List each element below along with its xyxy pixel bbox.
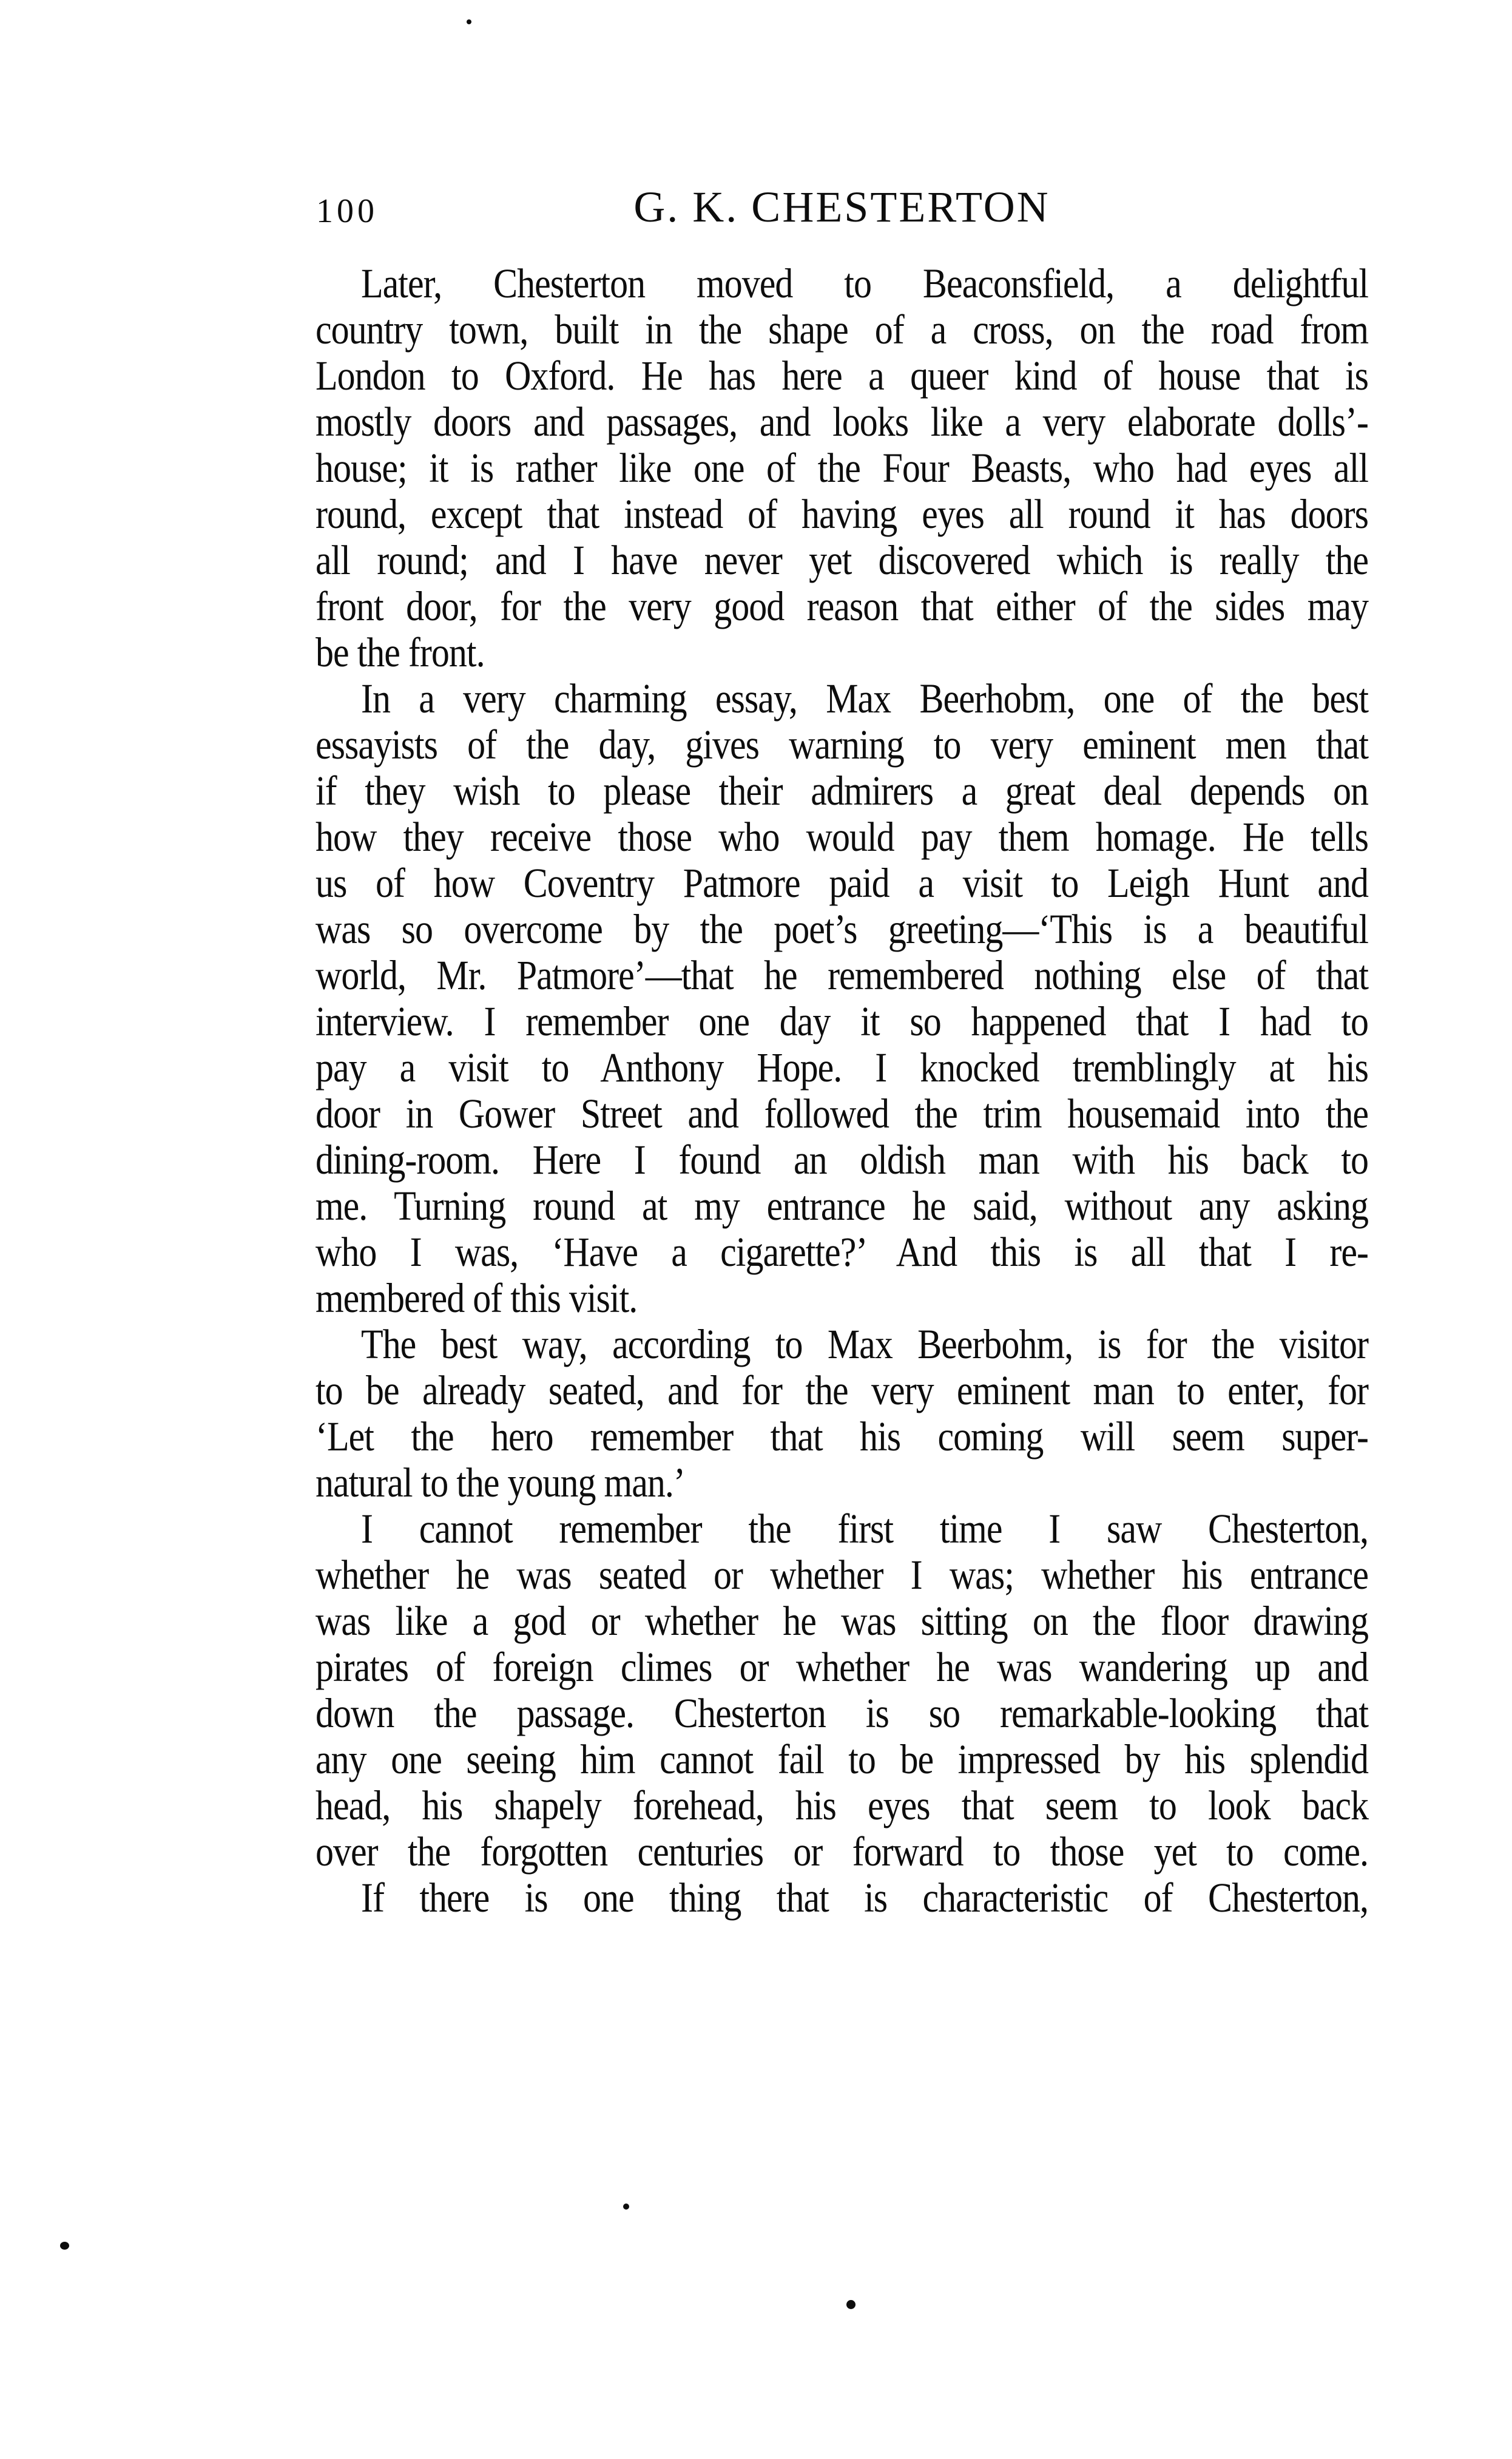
text-line: Later, Chesterton moved to Beaconsfield, a delightful <box>361 260 1368 306</box>
paragraph <box>316 1506 1368 1875</box>
paragraph <box>316 675 1368 1321</box>
text-line: London to Oxford. He has here a queer kind of house that is <box>316 353 1368 399</box>
text-line: The best way, according to Max Beerbohm, is for the visitor <box>361 1321 1368 1367</box>
text-line: essayists of the day, gives warning to very eminent men that <box>316 722 1368 768</box>
text-line: I cannot remember the first time I saw Chesterton, <box>361 1506 1368 1552</box>
ink-speck <box>60 2242 69 2250</box>
text-line: house; it is rather like one of the Four Beasts, who had eyes all <box>316 445 1368 491</box>
text-line: door in Gower Street and followed the trim housemaid into the <box>316 1091 1368 1137</box>
text-line: dining-room. Here I found an oldish man with his back to <box>316 1137 1368 1183</box>
text-line: over the forgotten centuries or forward to those yet to come. <box>316 1828 1368 1875</box>
text-line: us of how Coventry Patmore paid a visit to Leigh Hunt and <box>316 860 1368 906</box>
text-line: pirates of foreign climes or whether he was wandering up and <box>316 1644 1368 1690</box>
text-line: all round; and I have never yet discovered which is really the <box>316 537 1368 583</box>
text-line: country town, built in the shape of a cross, on the road from <box>316 306 1368 353</box>
text-line: who I was, ‘Have a cigarette?’ And this is all that I re- <box>316 1229 1368 1275</box>
text-line: natural to the young man.’ <box>316 1460 685 1506</box>
ink-speck <box>467 19 471 24</box>
text-line: membered of this visit. <box>316 1275 638 1321</box>
text-line: be the front. <box>316 629 485 675</box>
text-line: how they receive those who would pay them homage. He tells <box>316 814 1368 860</box>
text-line: front door, for the very good reason that either of the sides may <box>316 583 1368 629</box>
text-block <box>316 260 1368 1921</box>
page-number: 100 <box>316 192 378 230</box>
ink-speck <box>623 2204 629 2210</box>
paragraph <box>316 1321 1368 1506</box>
text-line: was so overcome by the poet’s greeting—‘This is a beautiful <box>316 906 1368 952</box>
text-line: head, his shapely forehead, his eyes that seem to look back <box>316 1782 1368 1828</box>
text-line: In a very charming essay, Max Beerhobm, one of the best <box>361 675 1368 722</box>
text-line: pay a visit to Anthony Hope. I knocked tremblingly at his <box>316 1044 1368 1091</box>
paragraph <box>316 260 1368 675</box>
text-line: any one seeing him cannot fail to be impressed by his splendid <box>316 1736 1368 1782</box>
text-line: round, except that instead of having eyes all round it has doors <box>316 491 1368 537</box>
text-line: interview. I remember one day it so happened that I had to <box>316 998 1368 1044</box>
text-line: world, Mr. Patmore’—that he remembered nothing else of that <box>316 952 1368 998</box>
text-line: if they wish to please their admirers a great deal depends on <box>316 768 1368 814</box>
paragraph <box>316 1875 1368 1921</box>
ink-speck <box>846 2300 856 2309</box>
text-line: If there is one thing that is characteristic of Chesterton, <box>361 1875 1368 1921</box>
text-line: was like a god or whether he was sitting on the floor drawing <box>316 1598 1368 1644</box>
text-line: ‘Let the hero remember that his coming will seem super- <box>316 1413 1368 1460</box>
text-line: whether he was seated or whether I was; whether his entrance <box>316 1552 1368 1598</box>
text-line: to be already seated, and for the very eminent man to enter, for <box>316 1367 1368 1413</box>
running-title: G. K. CHESTERTON <box>633 183 1050 231</box>
text-line: down the passage. Chesterton is so remarkable-looking that <box>316 1690 1368 1736</box>
text-line: me. Turning round at my entrance he said, without any asking <box>316 1183 1368 1229</box>
text-line: mostly doors and passages, and looks like a very elaborate dolls’- <box>316 399 1368 445</box>
